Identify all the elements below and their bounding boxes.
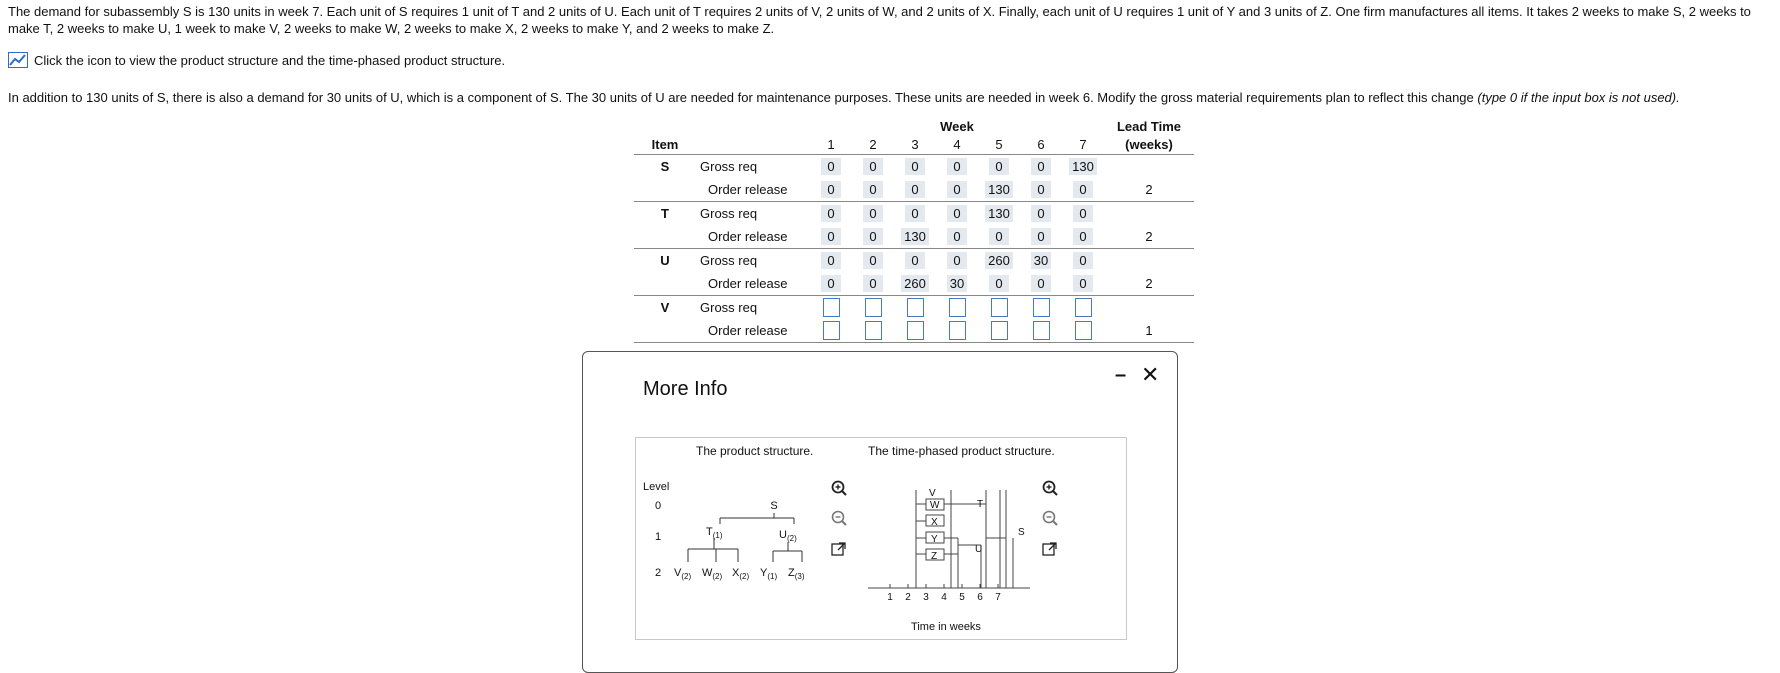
popup-title: More Info (643, 378, 728, 400)
icon-link-text: Click the icon to view the product structure and the time-phased product structure. (34, 52, 506, 68)
s-gross-week-5: 0 (989, 158, 1009, 175)
s-release-week-6: 0 (1031, 181, 1051, 198)
lead-time-s: 2 (1104, 178, 1194, 202)
lead-time-v: 1 (1104, 319, 1194, 343)
order-release-label: Order release (696, 225, 810, 249)
zoom-in-icon-2[interactable] (1044, 482, 1058, 496)
t-gross-week-3: 0 (905, 205, 925, 222)
week-6: 6 (1020, 134, 1062, 155)
gross-req-label: Gross req (700, 206, 758, 221)
u-gross-week-7: 0 (1073, 252, 1093, 269)
s-gross-week-1: 0 (821, 158, 841, 175)
tp-tick-6: 6 (977, 592, 983, 603)
u-release-week-2: 0 (863, 275, 883, 292)
figure-svg (636, 438, 1126, 639)
gross-req-label: Gross req (700, 159, 758, 174)
item-u: U (660, 253, 670, 268)
v-gross-input-week-5[interactable] (991, 298, 1008, 317)
tp-item-w: W (930, 500, 940, 511)
close-button[interactable]: ✕ (1141, 362, 1160, 387)
expand-icon[interactable] (832, 543, 845, 555)
ps-node-v: $V_{(2)}$ (674, 567, 692, 581)
u-release-week-1: 0 (821, 275, 841, 292)
instruction-note: (type 0 if the input box is not used). (1477, 90, 1680, 105)
u-gross-week-6: 30 (1031, 252, 1051, 269)
instruction-text (8, 89, 1770, 106)
t-release-week-1: 0 (821, 228, 841, 245)
t-gross-week-1: 0 (821, 205, 841, 222)
more-info-popup (582, 351, 1178, 673)
tp-item-x: X (931, 517, 938, 528)
week-5: 5 (978, 134, 1020, 155)
zoom-out-icon-2[interactable] (1044, 512, 1058, 526)
u-release-week-6: 0 (1031, 275, 1051, 292)
lead-time-subheader: (weeks) (1104, 134, 1194, 155)
ps-node-y: $Y_{(1)}$ (760, 567, 778, 581)
ps-root-s: S (770, 500, 778, 512)
tp-item-v: V (929, 488, 936, 499)
tp-item-y: Y (931, 534, 938, 545)
instruction-main: In addition to 130 units of S, there is also a demand for 30 units of U, which is a component of S. The 30 units of U are needed for maintenance purposes. These units are needed in week 6. Modify the gross material requirements plan to reflect this change (8, 90, 1474, 105)
level-1: 1 (654, 531, 662, 543)
week-2: 2 (852, 134, 894, 155)
v-release-input-week-1[interactable] (823, 321, 840, 340)
s-release-week-2: 0 (863, 181, 883, 198)
u-gross-week-4: 0 (947, 252, 967, 269)
level-0: 0 (654, 500, 662, 512)
tp-item-s: S (1018, 527, 1025, 538)
gross-req-label: Gross req (700, 300, 758, 315)
zoom-out-icon[interactable] (833, 512, 847, 526)
v-release-input-week-4[interactable] (949, 321, 966, 340)
s-gross-week-2: 0 (863, 158, 883, 175)
item-s: S (660, 159, 670, 174)
u-release-week-3: 260 (901, 275, 929, 292)
v-release-input-week-5[interactable] (991, 321, 1008, 340)
t-gross-week-6: 0 (1031, 205, 1051, 222)
t-gross-week-7: 0 (1073, 205, 1093, 222)
u-gross-week-2: 0 (863, 252, 883, 269)
order-release-label: Order release (696, 178, 810, 202)
u-gross-week-1: 0 (821, 252, 841, 269)
s-gross-week-6: 0 (1031, 158, 1051, 175)
t-release-week-7: 0 (1073, 228, 1093, 245)
t-release-week-6: 0 (1031, 228, 1051, 245)
lead-time-header: Lead Time (1116, 118, 1182, 134)
item-t: T (661, 206, 669, 221)
tp-item-t: T (977, 499, 984, 510)
expand-icon-2[interactable] (1043, 543, 1056, 555)
t-release-week-5: 0 (989, 228, 1009, 245)
s-release-week-4: 0 (947, 181, 967, 198)
level-label: Level (643, 481, 670, 493)
ps-node-w: $W_{(2)}$ (702, 567, 723, 581)
week-7: 7 (1062, 134, 1104, 155)
tp-tick-5: 5 (959, 592, 965, 603)
v-release-input-week-6[interactable] (1033, 321, 1050, 340)
product-structure-caption: The product structure. (696, 444, 814, 458)
tp-lines (868, 490, 1030, 588)
s-release-week-5: 130 (985, 181, 1013, 198)
u-release-week-4: 30 (947, 275, 967, 292)
item-header: Item (634, 134, 696, 155)
tp-tick-7: 7 (995, 592, 1001, 603)
tp-tick-2: 2 (905, 592, 911, 603)
ps-nodes (674, 526, 805, 581)
v-release-input-week-7[interactable] (1075, 321, 1092, 340)
tp-axis-label: Time in weeks (911, 621, 981, 633)
u-gross-week-5: 260 (985, 252, 1013, 269)
tp-item-z: Z (931, 551, 938, 562)
t-release-week-4: 0 (947, 228, 967, 245)
lead-time-t: 2 (1104, 225, 1194, 249)
level-2: 2 (654, 567, 662, 579)
week-4: 4 (936, 134, 978, 155)
t-release-week-2: 0 (863, 228, 883, 245)
t-gross-week-2: 0 (863, 205, 883, 222)
mrp-table (634, 118, 1194, 343)
s-gross-week-4: 0 (947, 158, 967, 175)
t-gross-week-5: 130 (985, 205, 1013, 222)
v-gross-input-week-7[interactable] (1075, 298, 1092, 317)
tp-ticks (887, 584, 1001, 603)
v-gross-input-week-2[interactable] (865, 298, 882, 317)
order-release-label: Order release (696, 272, 810, 296)
ps-node-x: $X_{(2)}$ (732, 567, 750, 581)
s-release-week-1: 0 (821, 181, 841, 198)
v-gross-input-week-3[interactable] (907, 298, 924, 317)
ps-node-z: $Z_{(3)}$ (788, 567, 805, 581)
v-release-input-week-3[interactable] (907, 321, 924, 340)
u-release-week-5: 0 (989, 275, 1009, 292)
tp-tick-1: 1 (887, 592, 893, 603)
v-gross-input-week-6[interactable] (1033, 298, 1050, 317)
product-structure-link[interactable] (8, 52, 505, 68)
s-gross-week-7: 130 (1069, 158, 1097, 175)
s-release-week-3: 0 (905, 181, 925, 198)
s-release-week-7: 0 (1073, 181, 1093, 198)
minimize-button[interactable]: – (1115, 364, 1127, 386)
v-gross-input-week-4[interactable] (949, 298, 966, 317)
u-gross-week-3: 0 (905, 252, 925, 269)
s-gross-week-3: 0 (905, 158, 925, 175)
tp-tick-4: 4 (941, 592, 947, 603)
tp-tick-3: 3 (923, 592, 929, 603)
zoom-in-icon[interactable] (833, 482, 847, 496)
week-3: 3 (894, 134, 936, 155)
problem-statement: The demand for subassembly S is 130 units in week 7. Each unit of S requires 1 unit of T and 2 units of U. Each unit of T requires 2 units of V, 2 units of W, and 2 units of X. Finally, each unit of U requires 1 unit of Y and 3 units of Z. One firm manufactures all items. It takes 2 weeks to make S, 2 weeks to make T, 2 weeks to make U, 1 week to make V, 2 weeks to make W, 2 weeks to make X, 2 weeks to make Y, and 2 weeks to make Z. (8, 4, 1751, 36)
t-gross-week-4: 0 (947, 205, 967, 222)
week-1: 1 (810, 134, 852, 155)
week-header: Week (940, 118, 974, 134)
gross-req-label: Gross req (700, 253, 758, 268)
t-release-week-3: 130 (901, 228, 929, 245)
lead-time-u: 2 (1104, 272, 1194, 296)
order-release-label: Order release (696, 319, 810, 343)
ps-node-u: $U_{(2)}$ (779, 529, 797, 543)
v-gross-input-week-1[interactable] (823, 298, 840, 317)
time-phased-caption: The time-phased product structure. (868, 444, 1055, 458)
figure-box (635, 437, 1127, 640)
item-v: V (660, 300, 670, 315)
chart-icon[interactable] (8, 52, 28, 68)
v-release-input-week-2[interactable] (865, 321, 882, 340)
u-release-week-7: 0 (1073, 275, 1093, 292)
ps-node-t: $T_{(1)}$ (706, 526, 723, 540)
tp-item-u: U (975, 544, 983, 555)
